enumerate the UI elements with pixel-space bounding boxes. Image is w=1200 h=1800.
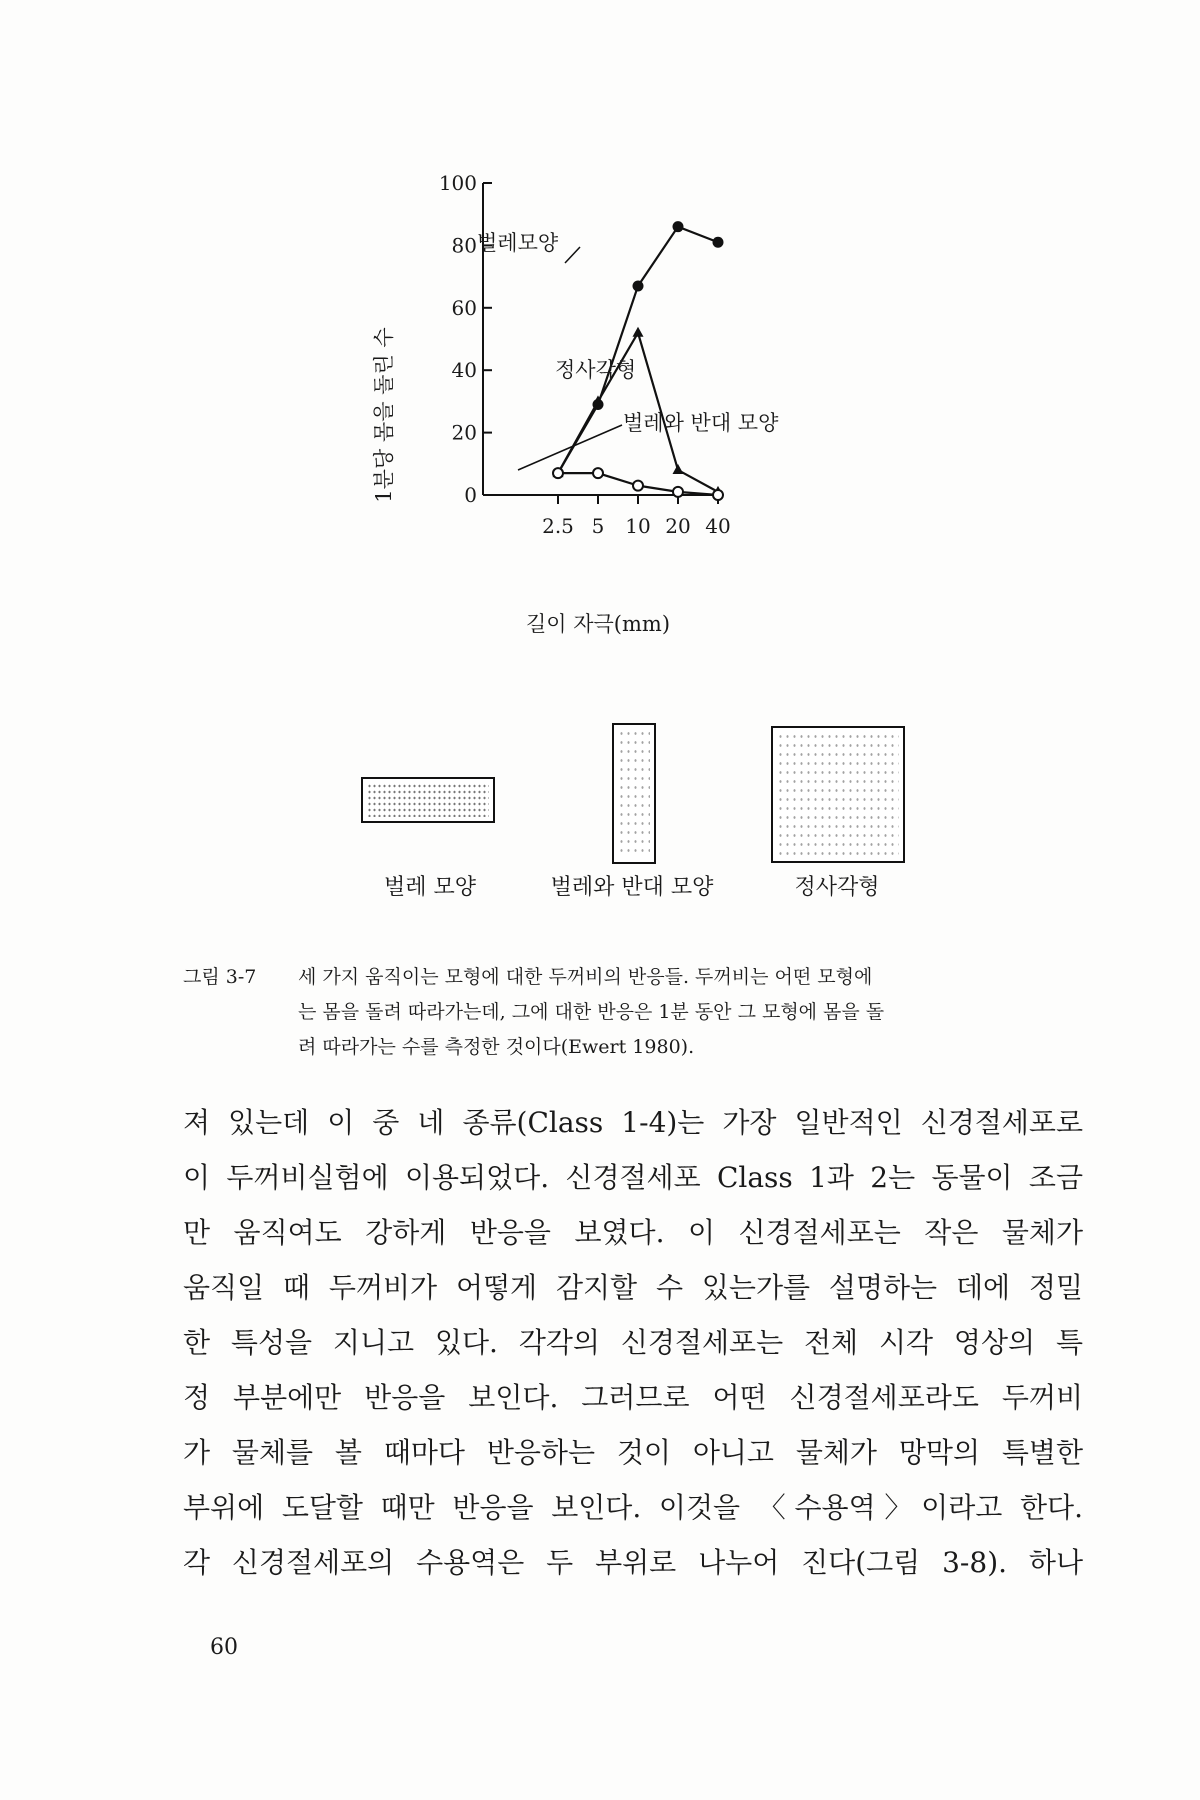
x-tick-label: 10 bbox=[625, 514, 651, 538]
caption-line: 려 따라가는 수를 측정한 것이다(Ewert 1980). bbox=[298, 1036, 695, 1058]
chart-y-axis-label: 1분당 몸을 돌린 수 bbox=[372, 327, 396, 503]
body-line: 정 부분에만 반응을 보인다. 그러므로 어떤 신경절세포라도 두꺼비 bbox=[183, 1381, 1083, 1414]
body-line: 한 특성을 지니고 있다. 각각의 신경절세포는 전체 시각 영상의 특 bbox=[183, 1326, 1083, 1359]
antiworm-shape-stimulus bbox=[612, 723, 656, 864]
body-line: 만 움직여도 강하게 반응을 보였다. 이 신경절세포는 작은 물체가 bbox=[183, 1216, 1083, 1249]
chart-x-axis-label: 길이 자극(mm) bbox=[525, 612, 671, 636]
square-shape-label: 정사각형 bbox=[794, 875, 880, 900]
y-tick-label: 20 bbox=[451, 420, 477, 445]
data-point-open-circle bbox=[553, 468, 563, 478]
data-point-open-circle bbox=[673, 487, 683, 497]
antiworm-shape-label: 벌레와 반대 모양 bbox=[550, 875, 714, 900]
x-tick-label: 40 bbox=[705, 514, 731, 538]
y-tick-label: 80 bbox=[451, 233, 477, 258]
data-point-open-circle bbox=[593, 468, 603, 478]
data-point-open-circle bbox=[713, 490, 723, 500]
data-point-open-circle bbox=[633, 481, 643, 491]
series-line bbox=[558, 227, 718, 473]
caption-text bbox=[298, 960, 1078, 1065]
body-paragraph bbox=[183, 1095, 1083, 1590]
x-tick-label: 2.5 bbox=[542, 514, 574, 538]
body-line: 져 있는데 이 중 네 종류(Class 1-4)는 가장 일반적인 신경절세포로 bbox=[183, 1106, 1083, 1139]
y-tick-label: 60 bbox=[451, 295, 477, 320]
body-line: 이 두꺼비실험에 이용되었다. 신경절세포 Class 1과 2는 동물이 조금 bbox=[183, 1161, 1083, 1194]
worm-shape-stimulus bbox=[361, 777, 495, 823]
data-point-triangle bbox=[633, 327, 644, 337]
data-point-triangle bbox=[673, 464, 684, 474]
annotation-square: 정사각형 bbox=[555, 358, 637, 382]
annotation-antiworm: 벌레와 반대 모양 bbox=[623, 411, 779, 435]
figure-number: 그림 3-7 bbox=[183, 966, 257, 988]
data-point-circle bbox=[673, 221, 684, 232]
y-tick-label: 40 bbox=[451, 358, 477, 383]
annotation-worm: 벌레모양 bbox=[477, 231, 559, 255]
x-tick-label: 5 bbox=[591, 514, 605, 538]
x-tick-label: 20 bbox=[665, 514, 691, 538]
body-line: 부위에 도달할 때만 반응을 보인다. 이것을 〈수용역〉이라고 한다. bbox=[183, 1491, 1083, 1524]
body-line: 각 신경절세포의 수용역은 두 부위로 나누어 진다(그림 3-8). 하나 bbox=[183, 1546, 1083, 1579]
square-shape-stimulus bbox=[771, 726, 905, 863]
data-point-circle bbox=[713, 237, 724, 248]
worm-shape-label: 벌레 모양 bbox=[383, 875, 476, 900]
response-chart bbox=[360, 171, 920, 655]
caption-line: 는 몸을 돌려 따라가는데, 그에 대한 반응은 1분 동안 그 모형에 몸을 돌 bbox=[298, 1001, 885, 1023]
annotation-leader bbox=[565, 247, 580, 263]
annotation-leader bbox=[518, 425, 622, 470]
page-number: 60 bbox=[210, 1635, 238, 1660]
caption-line: 세 가지 움직이는 모형에 대한 두꺼비의 반응들. 두꺼비는 어떤 모형에 bbox=[298, 966, 873, 988]
body-line: 움직일 때 두꺼비가 어떻게 감지할 수 있는가를 설명하는 데에 정밀 bbox=[183, 1271, 1083, 1304]
data-point-circle bbox=[633, 280, 644, 291]
y-tick-label: 0 bbox=[464, 483, 477, 507]
y-tick-label: 100 bbox=[438, 171, 477, 195]
body-line: 가 물체를 볼 때마다 반응하는 것이 아니고 물체가 망막의 특별한 bbox=[183, 1436, 1083, 1469]
